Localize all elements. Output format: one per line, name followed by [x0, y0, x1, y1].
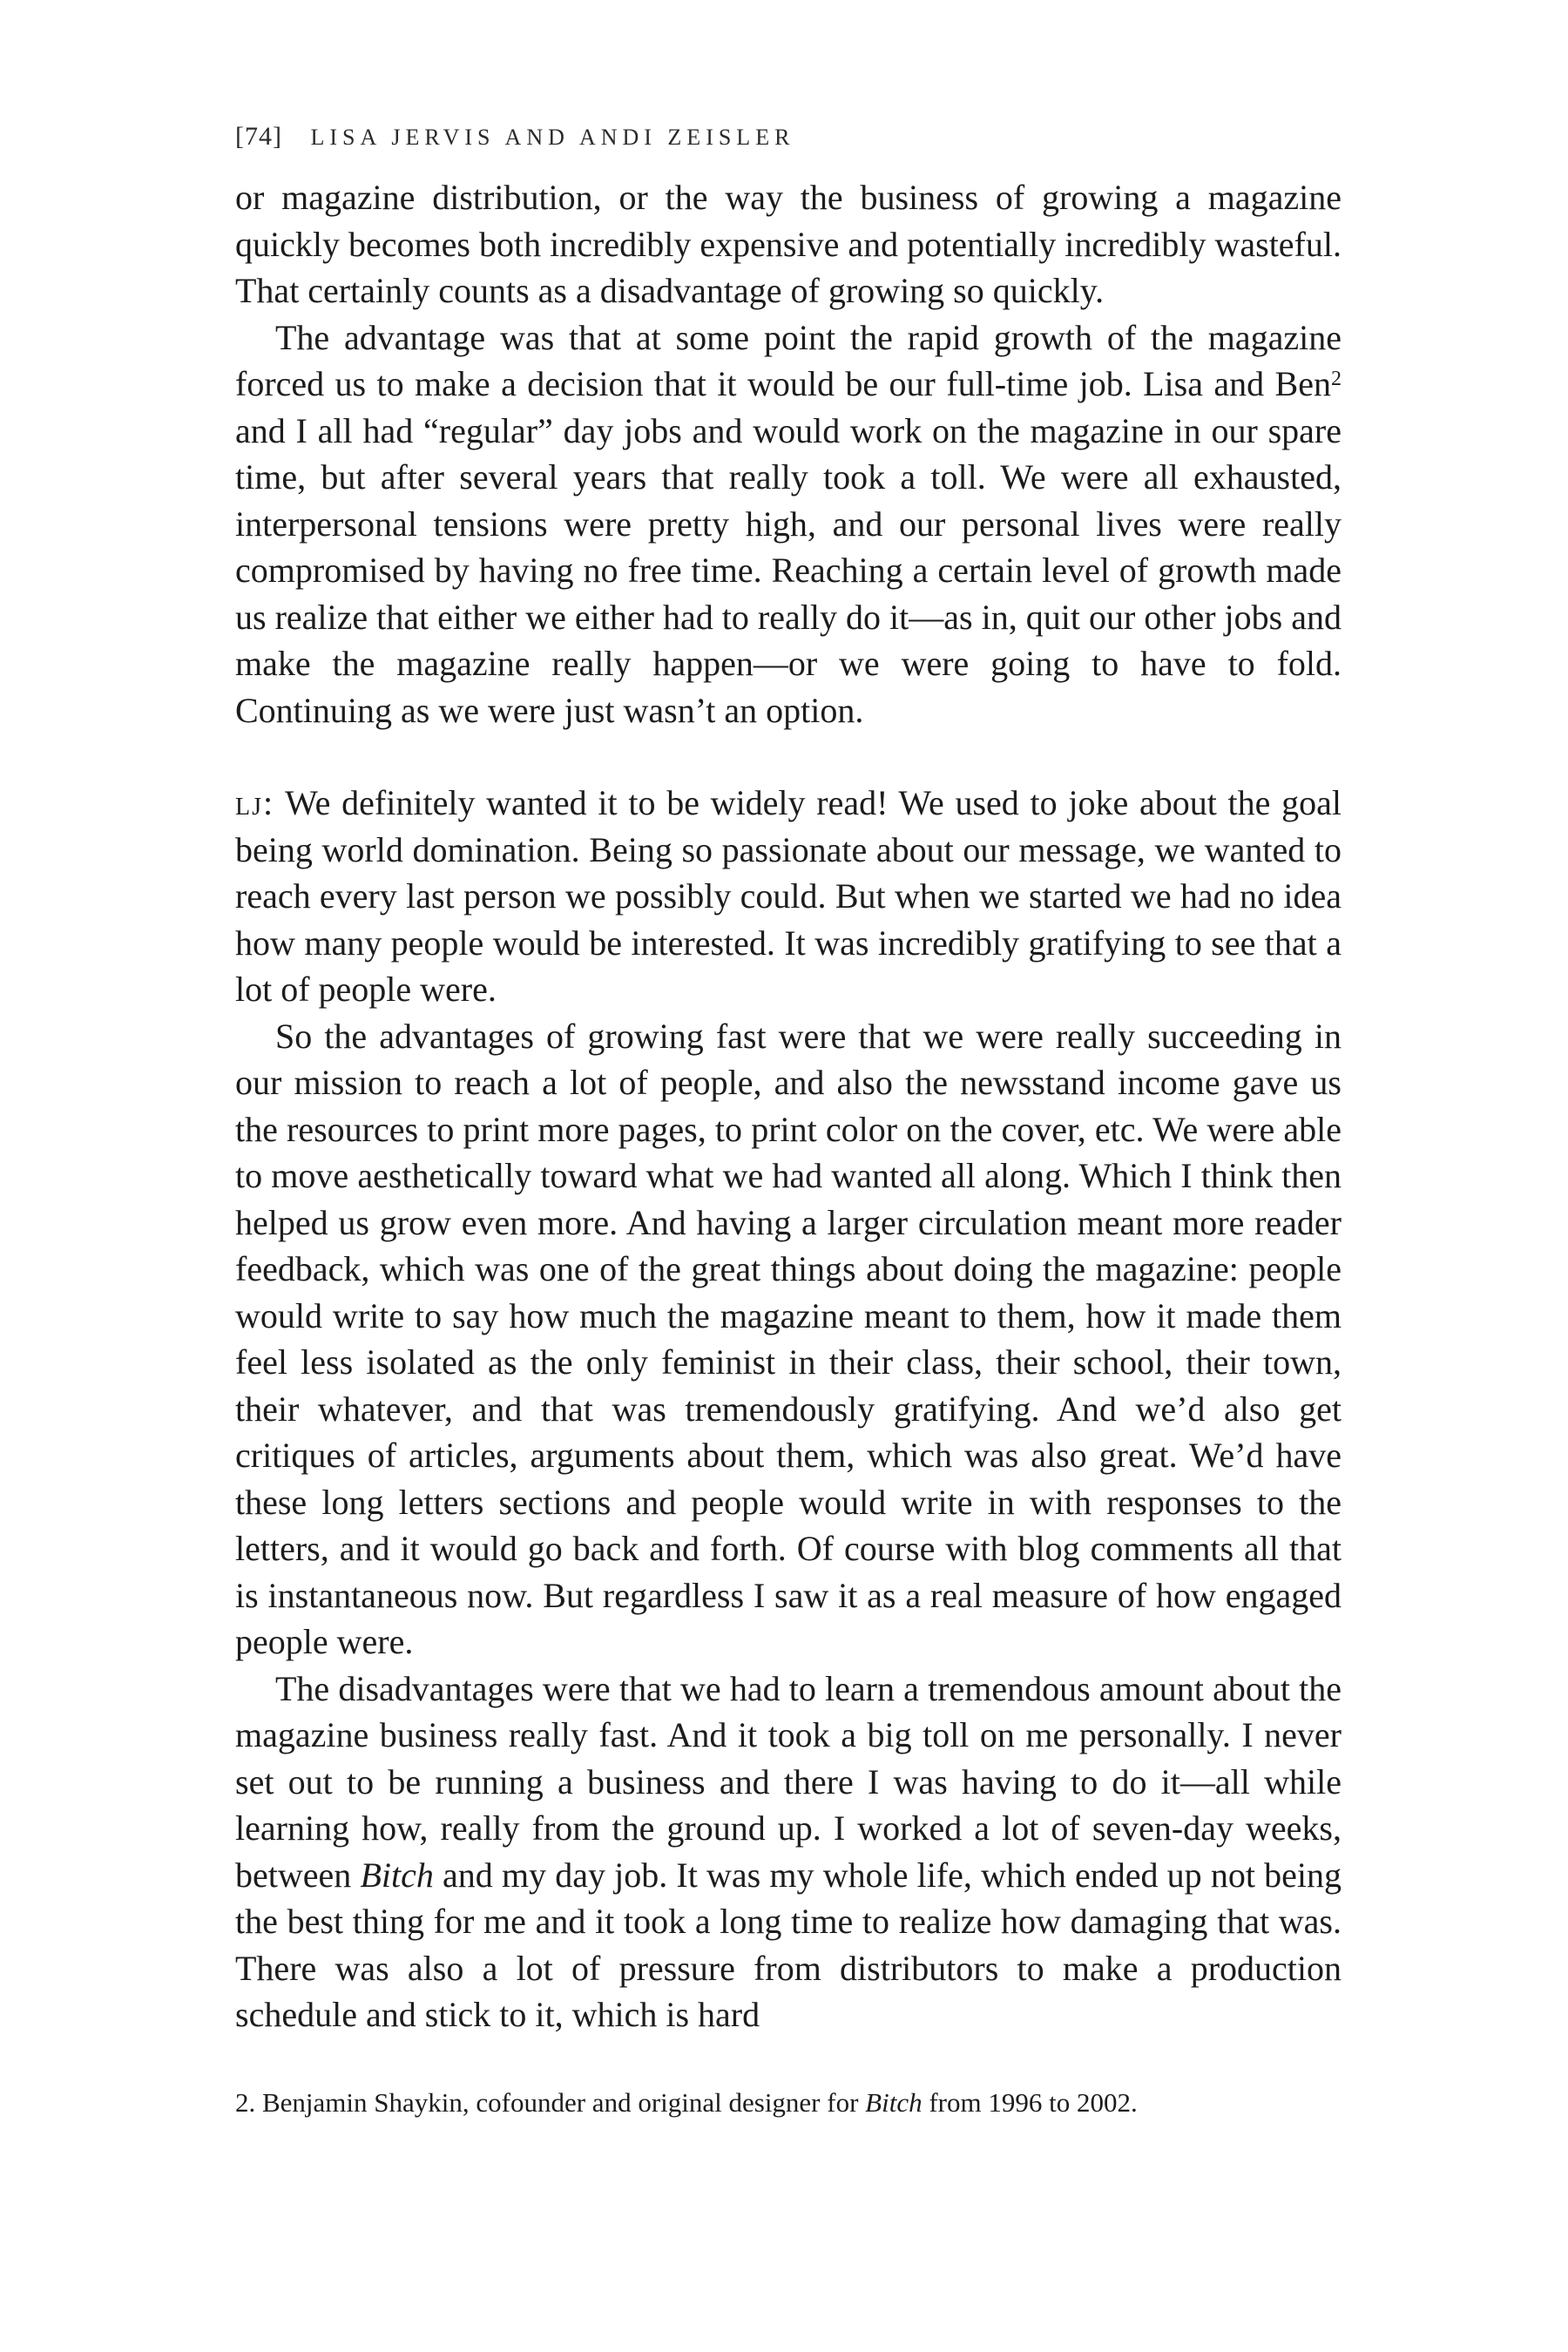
- paragraph-2-end: and I all had “regular” day jobs and would work on the magazine in our spare time, but after several years that really took a toll. We were all exhausted, interpersonal tensions were pretty high, and our personal lives were really compromised by having no free time. Reaching a certain level of growth made us realize that either we either had to really do it—as in, quit our other jobs and make the magazine really happen—or we were going to have to fold. Continuing as we were just wasn’t an option.: [235, 410, 1342, 730]
- footnote-text-start: 2. Benjamin Shaykin, cofounder and original designer for: [235, 2087, 866, 2118]
- footnote: [235, 2085, 1342, 2120]
- footnote-ref: 2: [1331, 368, 1342, 390]
- paragraph-2-start: The advantage was that at some point the rapid growth of the magazine forced us to make a decision that it would be our full-time job. Lisa and Ben: [235, 317, 1342, 403]
- paragraph-1: or magazine distribution, or the way the business of growing a magazine quickly becomes both incredibly expensive and potentially incredibly wasteful. That certainly counts as a disadvantage of growing so quickly.: [235, 178, 1342, 310]
- paragraph-4: So the advantages of growing fast were that we were really succeeding in our mission to reach a lot of people, and also the newsstand income gave us the resources to print more pages, to print color on the cover, etc. We were able to move aesthetically toward what we had wanted all along. Which I think then helped us grow even more. And having a larger circulation meant more reader feedback, which was one of the great things about doing the magazine: people would write to say how much the magazine meant to them, how it made them feel less isolated as the only feminist in their class, their school, their town, their whatever, and that was tremendously gratifying. And we’d also get critiques of articles, arguments about them, which was also great. We’d have these long letters sections and people would write in with responses to the letters, and it would go back and forth. Of course with blog comments all that is instantaneous now. But regardless I saw it as a real measure of how engaged people were.: [235, 1016, 1342, 1661]
- footnote-text-end: from 1996 to 2002.: [922, 2087, 1138, 2118]
- footnote-magazine-title: Bitch: [865, 2087, 923, 2118]
- paragraph-2: [235, 314, 1342, 734]
- page-number: [74]: [235, 122, 282, 151]
- magazine-title: Bitch: [360, 1855, 434, 1895]
- running-head-authors: LISA JERVIS AND ANDI ZEISLER: [310, 125, 795, 150]
- body-text: [235, 174, 1342, 2038]
- running-head: [235, 122, 794, 152]
- paragraph-5-end: and my day job. It was my whole life, which ended up not being the best thing for me and it took a long time to realize how damaging that was. There was also a lot of pressure from distributors to make a production schedule and stick to it, which is hard: [235, 1855, 1342, 2034]
- paragraph-3-text: We definitely wanted it to be widely read! We used to joke about the goal being world domination. Being so passionate about our message, we wanted to reach every last person we possibly could. But when we started we had no idea how many people would be interested. It was incredibly gratifying to see that a lot of people were.: [235, 783, 1342, 1009]
- speaker-label: lj:: [235, 783, 275, 822]
- paragraph-3: [235, 780, 1342, 1013]
- paragraph-5: [235, 1666, 1342, 2038]
- paragraph-5-start: The disadvantages were that we had to learn a tremendous amount about the magazine business really fast. And it took a big toll on me personally. I never set out to be running a business and there I was having to do it—all while learning how, really from the ground up. I worked a lot of seven-day weeks, between: [235, 1668, 1342, 1895]
